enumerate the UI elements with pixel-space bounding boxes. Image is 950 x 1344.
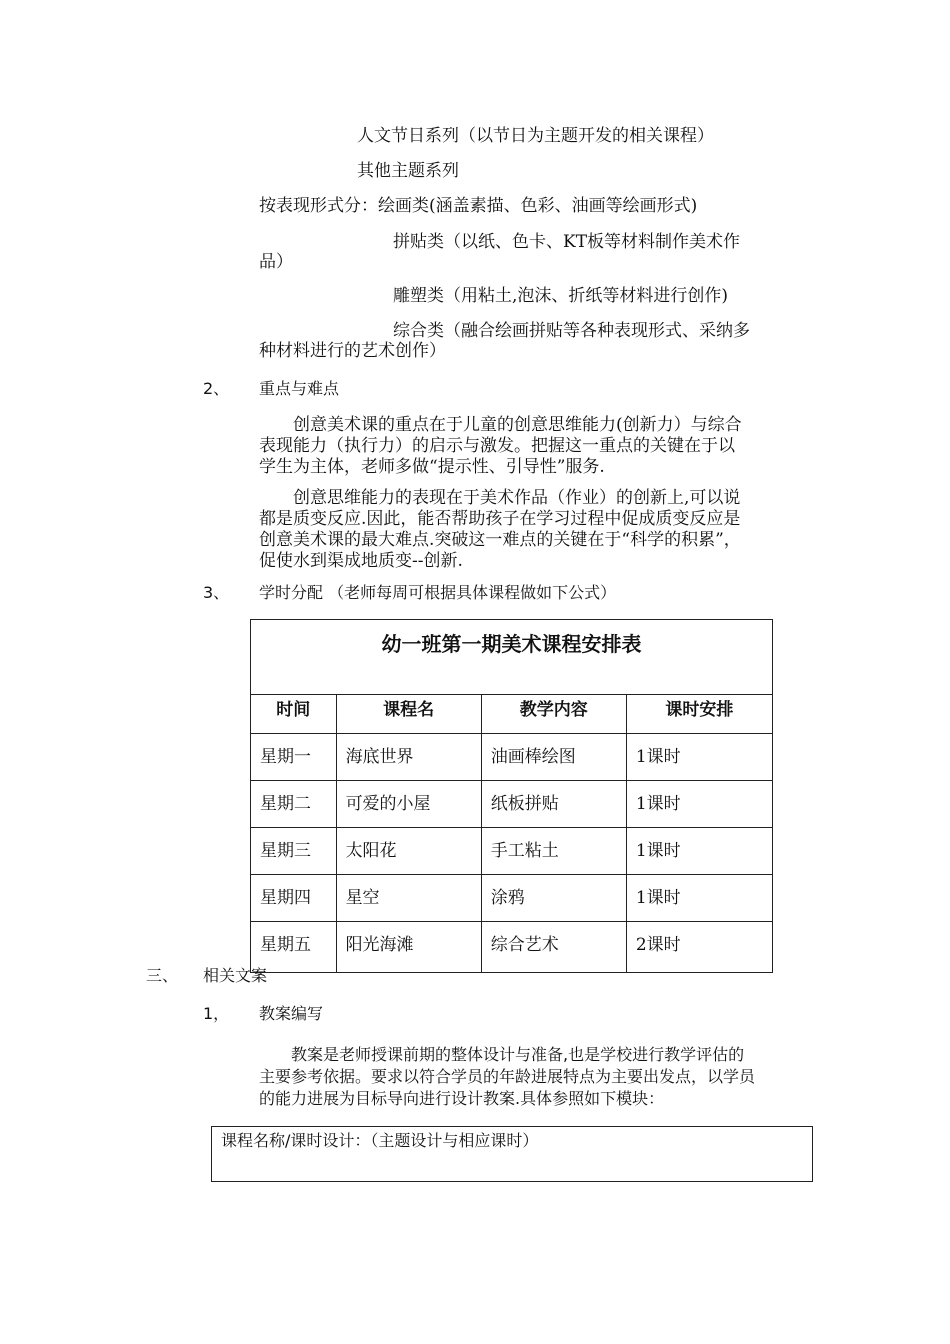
header-hours: 课时安排 <box>626 695 772 734</box>
header-course-name: 课程名 <box>336 695 481 734</box>
section-2-paragraph-2 <box>259 488 741 572</box>
table-row <box>251 875 773 922</box>
cell-content: 涂鸦 <box>481 875 626 922</box>
table-row <box>251 922 773 973</box>
cell-course: 海底世界 <box>336 734 481 781</box>
by-form-prefix: 按表现形式分： <box>259 196 378 216</box>
paragraph-line: 表现能力（执行力）的启示与激发。把握这一重点的关键在于以 <box>259 436 735 456</box>
table-row <box>251 781 773 828</box>
table-title: 幼一班第一期美术课程安排表 <box>251 620 773 695</box>
section-2-paragraph-1 <box>259 415 742 478</box>
table-row <box>251 828 773 875</box>
painting-text: 绘画类(涵盖素描、色彩、油画等绘画形式) <box>378 196 698 216</box>
section-2-number: 2、 <box>203 379 230 398</box>
mixed-line-1: 综合类（融合绘画拼贴等各种表现形式、采纳多 <box>393 321 750 341</box>
cell-hours: 1课时 <box>626 781 772 828</box>
table-header-row <box>251 695 773 734</box>
paragraph-line: 创意思维能力的表现在于美术作品（作业）的创新上,可以说 <box>259 488 741 508</box>
paragraph-line: 学生为主体，老师多做“提示性、引导性”服务. <box>259 457 605 477</box>
cell-day: 星期四 <box>251 875 337 922</box>
paragraph-line: 主要参考依据。要求以符合学员的年龄进展特点为主要出发点，以学员 <box>259 1067 756 1086</box>
cell-hours: 1课时 <box>626 734 772 781</box>
sculpture-line: 雕塑类（用粘土,泡沫、折纸等材料进行创作) <box>393 286 729 306</box>
other-themes-line: 其他主题系列 <box>357 161 459 181</box>
cell-hours: 1课时 <box>626 875 772 922</box>
by-form-line <box>259 196 697 217</box>
cell-day: 星期五 <box>251 922 337 973</box>
header-content: 教学内容 <box>481 695 626 734</box>
cell-hours: 2课时 <box>626 922 772 973</box>
paragraph-line: 创意美术课的重点在于儿童的创意思维能力(创新力）与综合 <box>259 415 742 435</box>
paragraph-line: 创意美术课的最大难点.突破这一难点的关键在于“科学的积累”， <box>259 530 741 550</box>
sub-1-title: 教案编写 <box>259 1004 324 1023</box>
cell-content: 油画棒绘图 <box>481 734 626 781</box>
section-2-title: 重点与难点 <box>259 379 340 398</box>
collage-line-1: 拼贴类（以纸、色卡、KT板等材料制作美术作 <box>393 232 741 252</box>
cell-day: 星期三 <box>251 828 337 875</box>
collage-line-2: 品） <box>259 252 293 272</box>
paragraph-line: 的能力进展为目标导向进行设计教案.具体参照如下模块： <box>259 1089 665 1108</box>
section-3-number: 3、 <box>203 583 230 602</box>
header-time: 时间 <box>251 695 337 734</box>
sub-1-number: 1， <box>203 1004 230 1023</box>
mixed-line-2: 种材料进行的艺术创作） <box>259 341 446 361</box>
paragraph-line: 促使水到渠成地质变--创新. <box>259 551 463 571</box>
course-design-label: 课程名称/课时设计：（主题设计与相应课时） <box>221 1131 539 1150</box>
cell-course: 星空 <box>336 875 481 922</box>
cell-hours: 1课时 <box>626 828 772 875</box>
cell-content: 手工粘土 <box>481 828 626 875</box>
cell-course: 太阳花 <box>336 828 481 875</box>
course-design-box <box>211 1126 813 1182</box>
cell-content: 纸板拼贴 <box>481 781 626 828</box>
humanities-line: 人文节日系列（以节日为主题开发的相关课程） <box>357 126 714 146</box>
section-3-title: 学时分配 （老师每周可根据具体课程做如下公式） <box>259 583 617 602</box>
section-iii-title: 相关文案 <box>203 966 268 985</box>
paragraph-line: 教案是老师授课前期的整体设计与准备,也是学校进行教学评估的 <box>259 1045 745 1064</box>
course-schedule-table <box>250 619 773 973</box>
cell-content: 综合艺术 <box>481 922 626 973</box>
cell-course: 可爱的小屋 <box>336 781 481 828</box>
lesson-plan-paragraph <box>259 1044 755 1110</box>
table-row <box>251 734 773 781</box>
cell-course: 阳光海滩 <box>336 922 481 973</box>
cell-day: 星期一 <box>251 734 337 781</box>
cell-day: 星期二 <box>251 781 337 828</box>
paragraph-line: 都是质变反应.因此，能否帮助孩子在学习过程中促成质变反应是 <box>259 509 741 529</box>
section-iii-number: 三、 <box>146 966 179 985</box>
